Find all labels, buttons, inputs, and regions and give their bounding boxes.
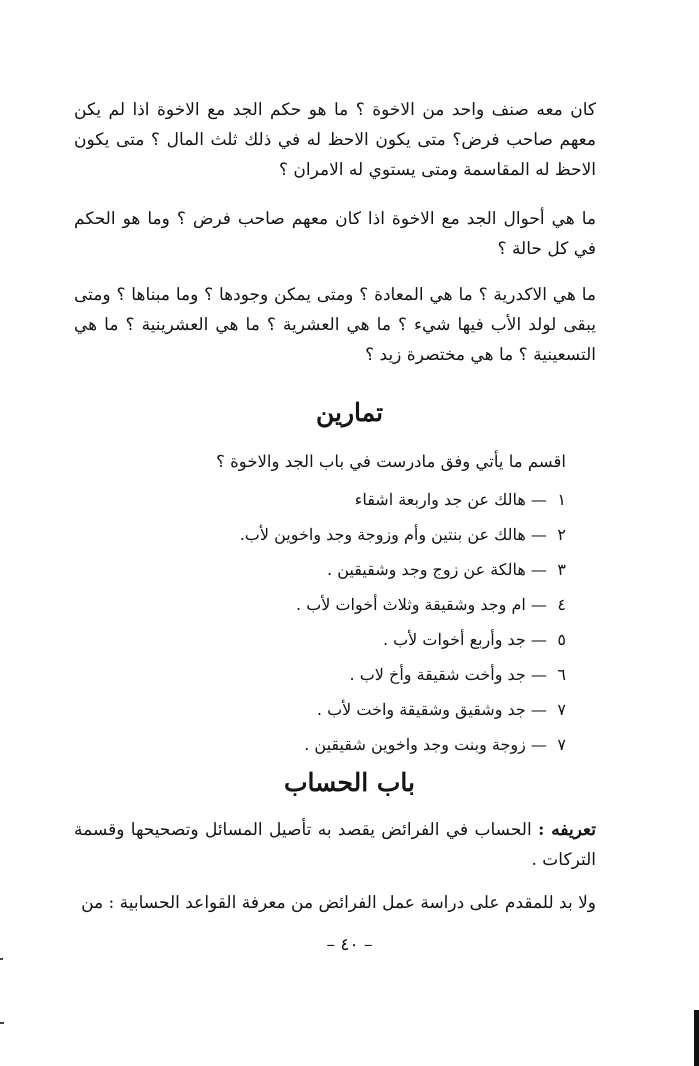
exercise-item [230, 622, 566, 657]
exercise-text: — زوجة وبنت وجد واخوين شقيقين . [304, 735, 547, 754]
exercise-item [230, 482, 566, 517]
exercise-number: ٥ [557, 630, 566, 649]
page-number: – ٤٠ – [326, 935, 373, 955]
section-heading: باب الحساب [284, 768, 415, 797]
scan-edge-tick [0, 1022, 4, 1024]
exercises-heading: تمارين [315, 398, 384, 427]
question-paragraph-1: كان معه صنف واحد من الاخوة ؟ ما هو حكم الجد مع الاخوة اذا لم يكن معهم صاحب فرض؟ متى يكون الاحظ له في ذلك ثلث المال ؟ متى يكون الاحظ له المقاسمة ومتى يستوي له الامران ؟ [74, 100, 596, 180]
exercise-number: ١ [557, 490, 566, 509]
exercise-text: — هالكة عن زوج وجد وشقيقين . [327, 560, 547, 579]
exercise-item [230, 587, 566, 622]
exercise-item [230, 657, 566, 692]
question-paragraph-2: ما هي أحوال الجد مع الاخوة اذا كان معهم صاحب فرض ؟ وما هو الحكم في كل حالة ؟ [74, 209, 596, 259]
exercise-number: ٢ [557, 525, 566, 544]
exercise-item [230, 552, 566, 587]
exercise-item [230, 727, 566, 762]
scan-edge-tick [0, 958, 3, 960]
exercise-text: — جد وأخت شقيقة وأخ لاب . [349, 665, 547, 684]
definition-text: الحساب في الفرائض يقصد به تأصيل المسائل وتصحيحها وقسمة التركات . [74, 820, 596, 870]
exercise-item [230, 692, 566, 727]
exercise-text: — جد وأربع أخوات لأب . [382, 630, 547, 649]
exercise-number: ٧ [557, 735, 566, 754]
exercise-number: ٤ [557, 595, 566, 614]
exercise-text: — ام وجد وشقيقة وثلاث أخوات لأب . [296, 595, 547, 614]
question-paragraph-3: ما هي الاكدرية ؟ ما هي المعادة ؟ ومتى يمكن وجودها ؟ وما مبناها ؟ ومتى يبقى لولد الأب فيها شيء ؟ ما هي العشرية ؟ ما هي العشرينية ؟ ما هي التسعينية ؟ ما هي مختصرة زيد ؟ [74, 285, 596, 365]
exercise-number: ٣ [557, 560, 566, 579]
exercise-item [230, 517, 566, 552]
exercises-list [230, 482, 566, 762]
definition-paragraph [74, 815, 596, 875]
exercise-number: ٦ [557, 665, 566, 684]
exercise-text: — هالك عن جد واربعة اشقاء [354, 490, 547, 509]
closing-line: ولا بد للمقدم على دراسة عمل الفرائض من معرفة القواعد الحسابية : من [81, 893, 596, 913]
exercise-text: — جد وشقيق وشقيقة واخت لأب . [316, 700, 547, 719]
exercise-number: ٧ [557, 700, 566, 719]
scan-edge-mark [694, 1010, 699, 1066]
exercises-intro: اقسم ما يأتي وفق مادرست في باب الجد والاخوة ؟ [216, 452, 566, 471]
exercise-text: — هالك عن بنتين وأم وزوجة وجد واخوين لأب. [239, 525, 547, 544]
definition-term: تعريفه : [538, 820, 596, 840]
